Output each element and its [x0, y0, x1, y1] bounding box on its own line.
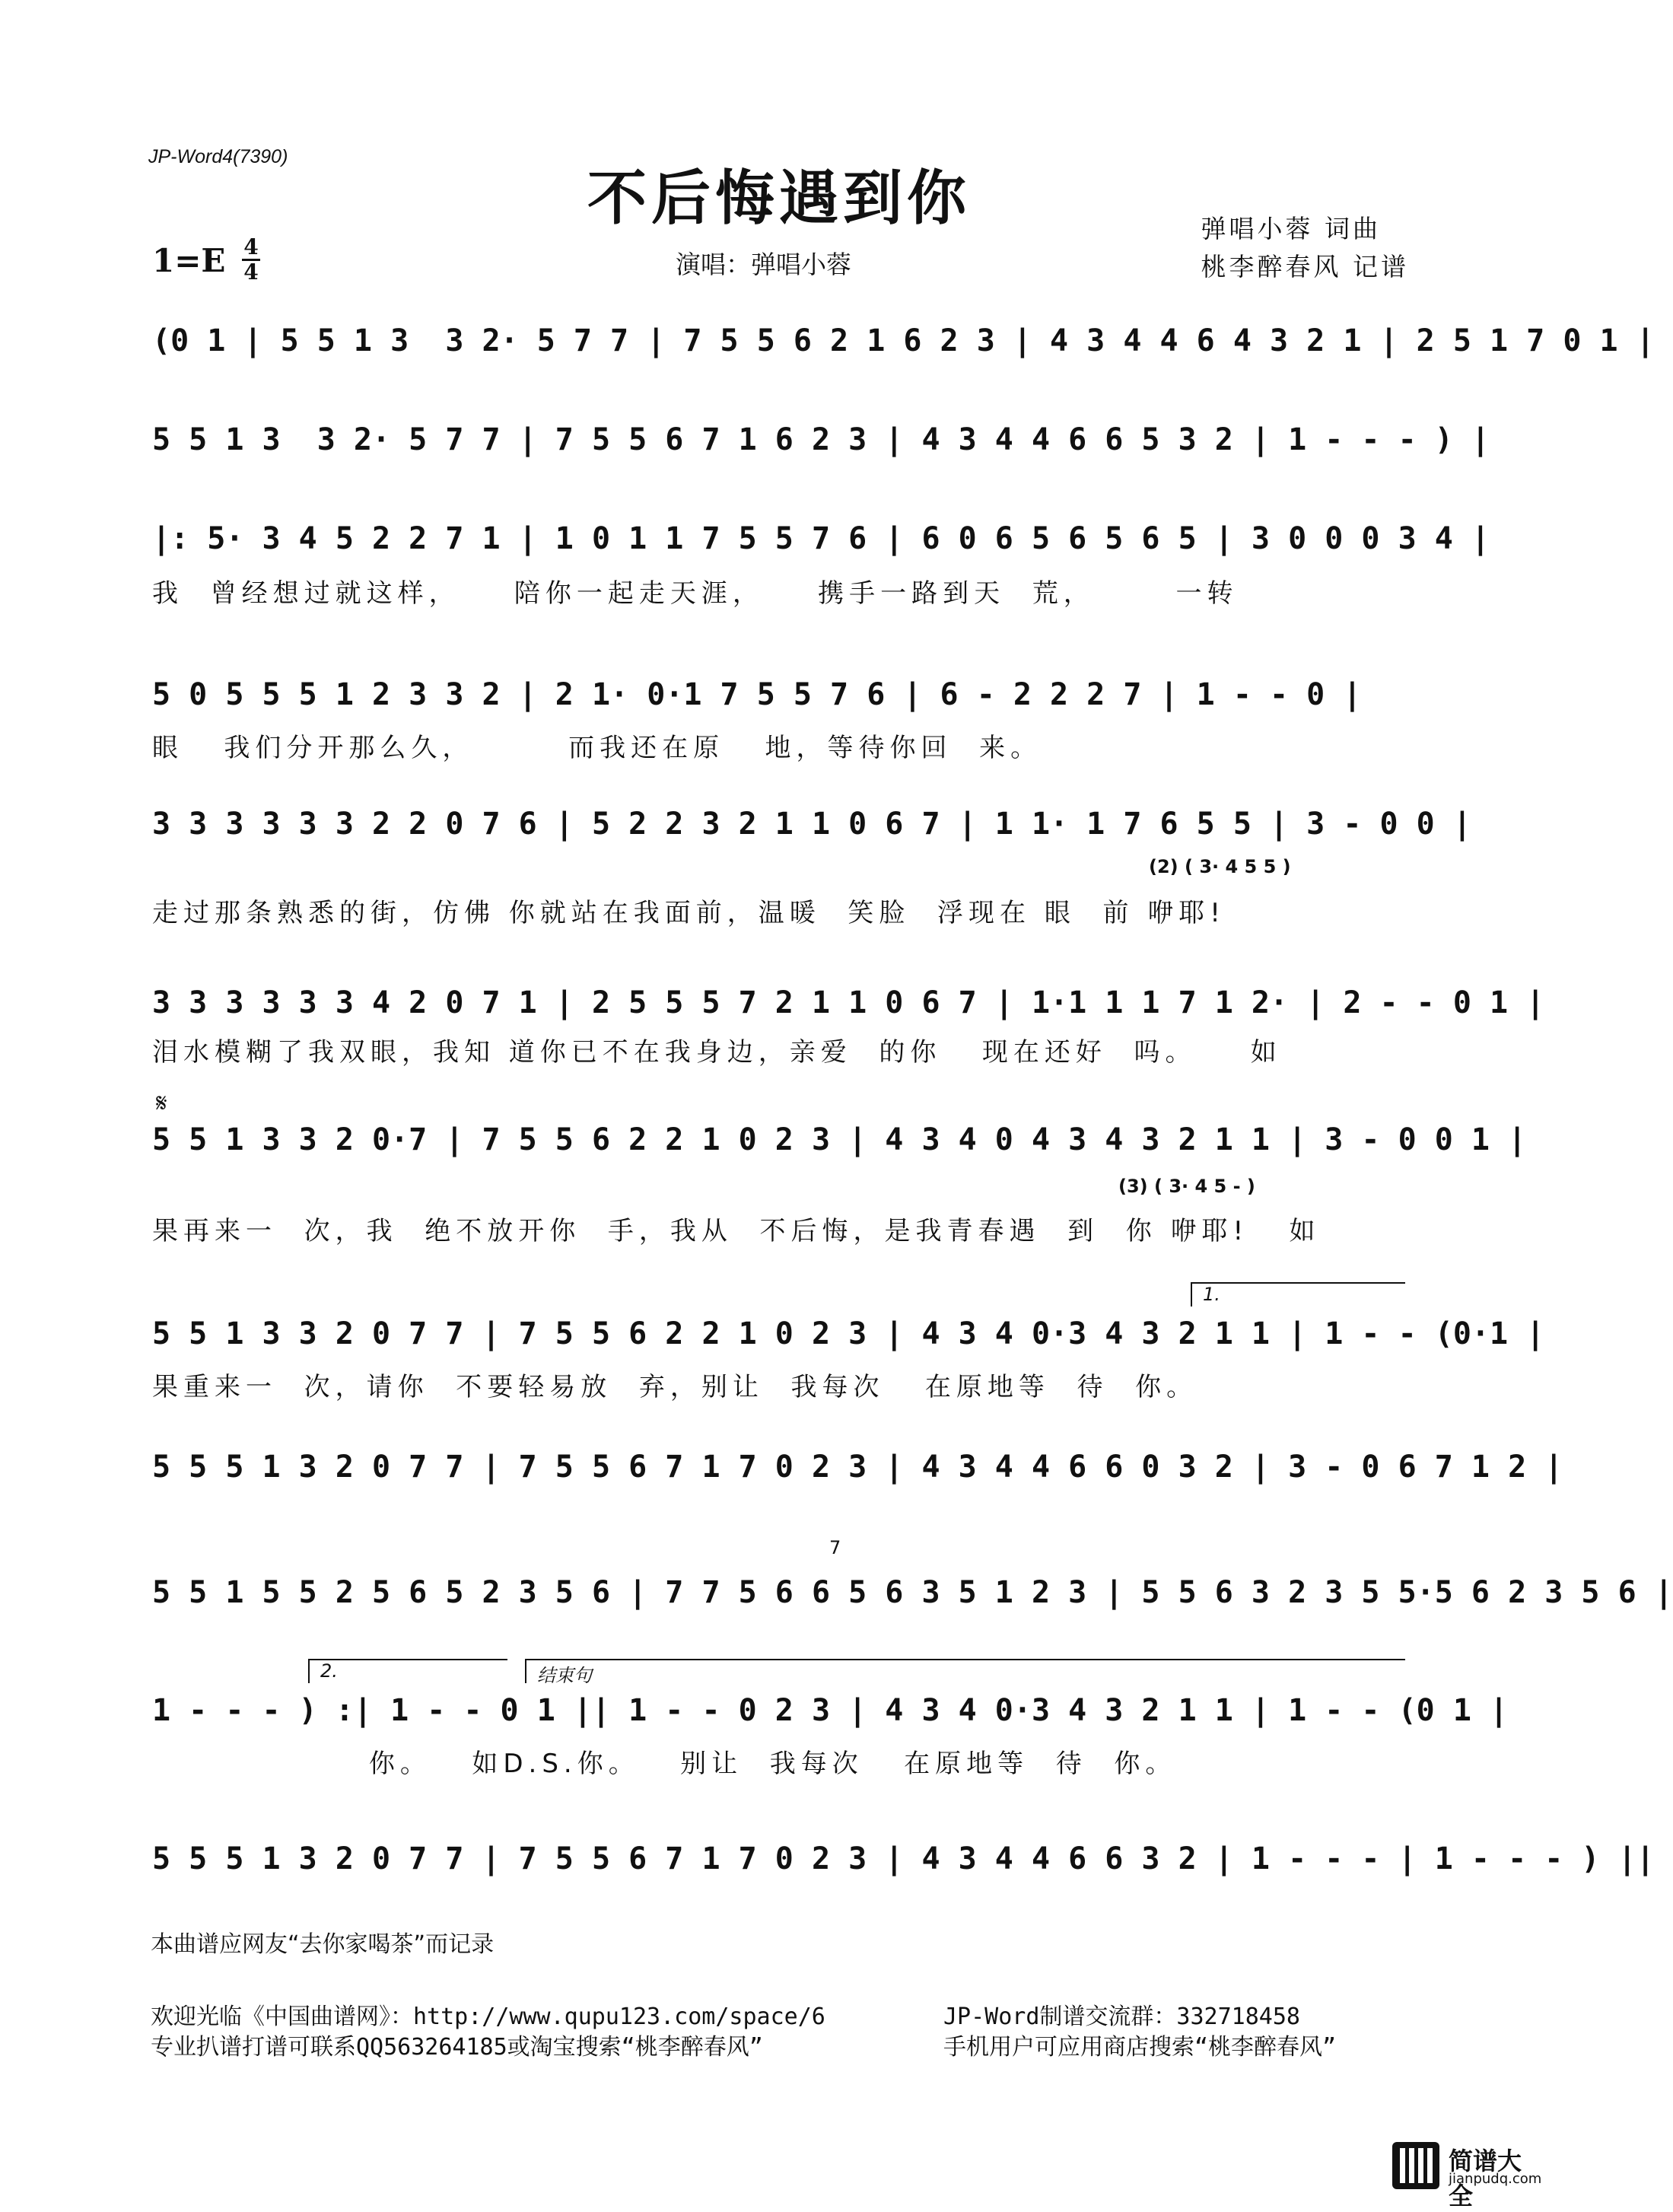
- volta-2-label: 2.: [320, 1660, 338, 1682]
- time-signature-top: 4: [243, 234, 259, 259]
- watermark-logo: [1391, 2140, 1543, 2210]
- footer-mobile: 手机用户可应用商店搜索“桃李醉春风”: [943, 2034, 1337, 2061]
- lyrics-row-3: 我 曾经想过就这样， 陪你一起走天涯， 携手一路到天 荒， 一转: [152, 578, 1239, 609]
- footer-group: JP-Word制谱交流群：332718458: [943, 2004, 1300, 2030]
- score-row-5: 3 3 3 3 3 3 2 2 0 7 6 | 5 2 2 3 2 1 1 0 6 7 | 1 1· 1 7 6 5 5 | 3 - 0 0 |: [152, 807, 1471, 842]
- score-row-12: 5 5 5 1 3 2 0 7 7 | 7 5 5 6 7 1 7 0 2 3 | 4 3 4 4 6 6 3 2 | 1 - - - | 1 - - - ) ||: [152, 1841, 1655, 1876]
- ending-label: 结束句: [537, 1665, 592, 1686]
- watermark-url: jianpudq.com: [1449, 2171, 1542, 2187]
- score-row-9: 5 5 5 1 3 2 0 7 7 | 7 5 5 6 7 1 7 0 2 3 | 4 3 4 4 6 6 0 3 2 | 3 - 0 6 7 1 2 |: [152, 1450, 1563, 1485]
- lyrics-row-5: 走过那条熟悉的街，仿佛 你就站在我面前，温暖 笑脸 浮现在 眼 前 咿耶!: [152, 898, 1226, 928]
- watermark-name: 简谱大全: [1449, 2147, 1522, 2210]
- score-row-11: 1 - - - ) :| 1 - - 0 1 || 1 - - 0 2 3 | 4 3 4 0·3 4 3 2 1 1 | 1 - - (0 1 |: [152, 1693, 1509, 1728]
- score-row-4: 5 0 5 5 5 1 2 3 3 2 | 2 1· 0·1 7 5 5 7 6 | 6 - 2 2 2 7 | 1 - - 0 |: [152, 677, 1362, 712]
- score-row-6: 3 3 3 3 3 3 4 2 0 7 1 | 2 5 5 5 7 2 1 1 0 6 7 | 1·1 1 1 7 1 2· | 2 - - 0 1 |: [152, 985, 1545, 1020]
- score-row-2: 5 5 1 3 3 2· 5 7 7 | 7 5 5 6 7 1 6 2 3 | 4 3 4 4 6 6 5 3 2 | 1 - - - ) |: [152, 422, 1490, 457]
- aside-note-2: (2) ( 3· 4 5 5 ): [1149, 856, 1291, 877]
- footer-contact: 专业扒谱打谱可联系QQ563264185或淘宝搜索“桃李醉春风”: [151, 2034, 763, 2061]
- footer-welcome: 欢迎光临《中国曲谱网》：http://www.qupu123.com/space/6: [151, 2004, 825, 2030]
- time-signature: [242, 234, 260, 285]
- credits: [1201, 210, 1410, 286]
- transcriber: 桃李醉春风 记谱: [1201, 252, 1409, 282]
- song-title: 不后悔遇到你: [587, 164, 971, 233]
- ending-bracket: [525, 1659, 1405, 1686]
- volta-bracket-2: [308, 1659, 507, 1683]
- segno-sign: 𝄋: [156, 1088, 167, 1119]
- tuplet-mark: 7: [829, 1537, 841, 1558]
- key-signature: 1=E: [152, 242, 226, 279]
- score-row-1: (0 1 | 5 5 1 3 3 2· 5 7 7 | 7 5 5 6 2 1 6 2 3 | 4 3 4 4 6 4 3 2 1 | 2 5 1 7 0 1 |: [152, 323, 1655, 358]
- lyricist-composer: 弹唱小蓉 词曲: [1201, 214, 1381, 243]
- volta-1-label: 1.: [1203, 1284, 1220, 1305]
- time-signature-bottom: 4: [243, 259, 259, 285]
- transcription-note: 本曲谱应网友“去你家喝茶”而记录: [151, 1931, 495, 1958]
- piano-icon: [1391, 2140, 1444, 2191]
- lyrics-row-11: 你。 如D.S.你。 别让 我每次 在原地等 待 你。: [152, 1749, 1177, 1779]
- lyrics-row-8: 果重来一 次，请你 不要轻易放 弃，别让 我每次 在原地等 待 你。: [152, 1372, 1198, 1402]
- software-version: JP-Word4(7390): [148, 146, 288, 167]
- score-row-7: 5 5 1 3 3 2 0·7 | 7 5 5 6 2 2 1 0 2 3 | 4 3 4 0 4 3 4 3 2 1 1 | 3 - 0 0 1 |: [152, 1122, 1527, 1157]
- lyrics-row-6: 泪水模糊了我双眼，我知 道你已不在我身边，亲爱 的你 现在还好 吗。 如: [152, 1037, 1282, 1068]
- score-row-8: 5 5 1 3 3 2 0 7 7 | 7 5 5 6 2 2 1 0 2 3 | 4 3 4 0·3 4 3 2 1 1 | 1 - - (0·1 |: [152, 1316, 1545, 1351]
- aside-note-3: (3) ( 3· 4 5 - ): [1118, 1176, 1255, 1197]
- score-row-3: |: 5· 3 4 5 2 2 7 1 | 1 0 1 1 7 5 5 7 6 | 6 0 6 5 6 5 6 5 | 3 0 0 0 3 4 |: [152, 521, 1490, 556]
- lyrics-row-4: 眼 我们分开那么久， 而我还在原 地，等待你回 来。: [152, 733, 1042, 763]
- volta-bracket-1: [1191, 1282, 1405, 1307]
- lyrics-row-7: 果再来一 次，我 绝不放开你 手，我从 不后悔，是我青春遇 到 你 咿耶! 如: [152, 1216, 1321, 1246]
- score-row-10: 5 5 1 5 5 2 5 6 5 2 3 5 6 | 7 7 5 6 6 5 6 3 5 1 2 3 | 5 5 6 3 2 3 5 5·5 6 2 3 5 6 |: [152, 1575, 1673, 1610]
- singer: 演唱：弹唱小蓉: [676, 250, 851, 279]
